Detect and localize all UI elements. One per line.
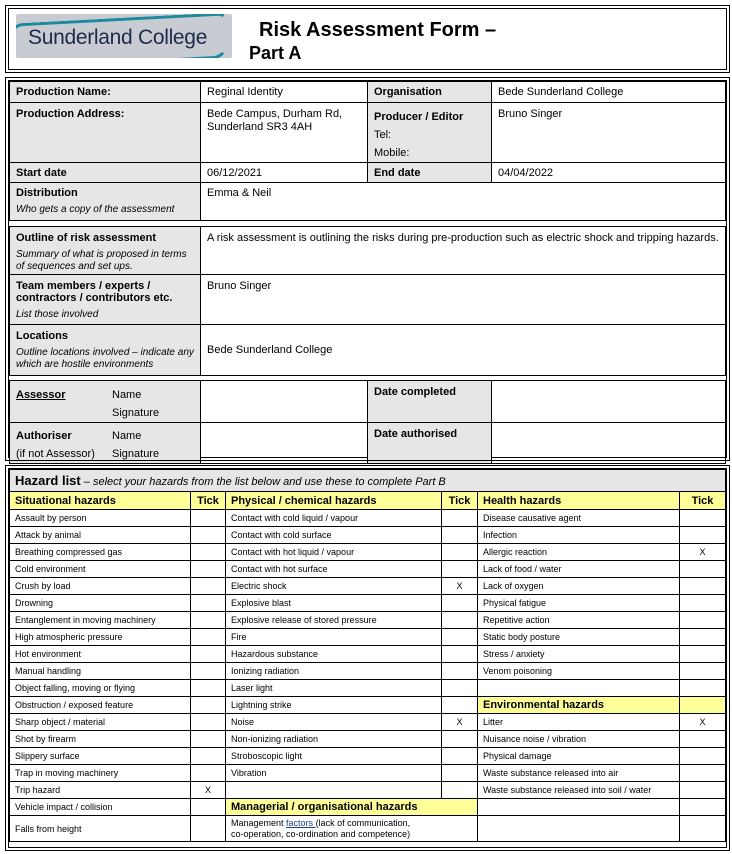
organisation-value[interactable]: Bede Sunderland College bbox=[492, 82, 726, 103]
tick-cell[interactable] bbox=[680, 595, 726, 612]
tick-cell[interactable] bbox=[191, 731, 226, 748]
managerial-hazards-header: Managerial / organisational hazards bbox=[226, 799, 478, 816]
hazard-item: Noise bbox=[226, 714, 442, 731]
hazard-row bbox=[10, 680, 726, 697]
hazard-item: Trap in moving machinery bbox=[10, 765, 191, 782]
start-date-label: Start date bbox=[10, 163, 201, 183]
authoriser-label: Authoriser bbox=[16, 430, 72, 442]
hazard-item: Slippery surface bbox=[10, 748, 191, 765]
producer-label-cell bbox=[368, 103, 492, 163]
hazard-item: Crush by load bbox=[10, 578, 191, 595]
row-team bbox=[10, 275, 726, 325]
tel-label: Tel: bbox=[374, 129, 392, 141]
hazard-row-falls bbox=[10, 816, 726, 842]
hazard-list-title-cell bbox=[10, 470, 726, 492]
tick-cell[interactable] bbox=[191, 612, 226, 629]
distribution-hint: Who gets a copy of the assessment bbox=[16, 204, 175, 215]
hazard-item: Lightning strike bbox=[226, 697, 442, 714]
date-authorised-label: Date authorised bbox=[368, 423, 492, 464]
hazard-item: Physical damage bbox=[478, 748, 680, 765]
end-date-value[interactable]: 04/04/2022 bbox=[492, 163, 726, 183]
row-production-address bbox=[10, 103, 726, 163]
tick-cell[interactable] bbox=[442, 595, 478, 612]
tick-cell[interactable] bbox=[442, 612, 478, 629]
hazard-item: Cold environment bbox=[10, 561, 191, 578]
tick-cell[interactable] bbox=[680, 578, 726, 595]
production-name-label: Production Name: bbox=[10, 82, 201, 103]
hazard-row bbox=[10, 731, 726, 748]
hazard-row bbox=[10, 714, 726, 731]
hazard-list-title: Hazard list bbox=[15, 473, 81, 488]
locations-value[interactable]: Bede Sunderland College bbox=[201, 325, 726, 376]
hazard-item: Disease causative agent bbox=[478, 510, 680, 527]
team-hint: List those involved bbox=[16, 309, 99, 320]
hazard-item: Waste substance released into soil / water bbox=[478, 782, 680, 799]
production-name-value[interactable]: Reginal Identity bbox=[201, 82, 368, 103]
tick-cell[interactable]: X bbox=[680, 544, 726, 561]
hazard-item: Static body posture bbox=[478, 629, 680, 646]
production-address-value[interactable] bbox=[201, 103, 368, 163]
hazard-item: Sharp object / material bbox=[10, 714, 191, 731]
tick-cell[interactable] bbox=[442, 646, 478, 663]
tick-cell[interactable] bbox=[191, 561, 226, 578]
row-locations bbox=[10, 325, 726, 376]
hazard-row bbox=[10, 663, 726, 680]
locations-label-cell bbox=[10, 325, 201, 376]
hazard-item: Non-ionizing radiation bbox=[226, 731, 442, 748]
hazard-row bbox=[10, 748, 726, 765]
tick-cell[interactable] bbox=[680, 646, 726, 663]
tick-cell[interactable] bbox=[680, 731, 726, 748]
hazard-item: Stroboscopic light bbox=[226, 748, 442, 765]
hazard-item: Fire bbox=[226, 629, 442, 646]
date-completed-field[interactable] bbox=[492, 381, 726, 423]
tick-cell[interactable] bbox=[680, 527, 726, 544]
distribution-label: Distribution bbox=[16, 187, 78, 199]
production-address-label: Production Address: bbox=[10, 103, 201, 163]
outline-hint: Summary of what is proposed in terms of sequences and set ups. bbox=[16, 249, 187, 272]
tick-cell[interactable]: X bbox=[680, 714, 726, 731]
tick-cell[interactable] bbox=[680, 816, 726, 842]
tick-cell[interactable] bbox=[191, 816, 226, 842]
organisation-label: Organisation bbox=[368, 82, 492, 103]
sunderland-college-logo bbox=[16, 14, 232, 58]
tick-cell[interactable] bbox=[191, 629, 226, 646]
hazard-item bbox=[226, 782, 442, 799]
hazard-row bbox=[10, 595, 726, 612]
management-factors-item: Management factors (lack of communication, co-operation, co-ordination and competence) bbox=[226, 816, 478, 842]
tick-cell[interactable] bbox=[680, 782, 726, 799]
assessor-name-label: Name bbox=[112, 389, 142, 401]
hazard-list-title-row bbox=[10, 470, 726, 492]
tick-cell[interactable] bbox=[191, 595, 226, 612]
environmental-hazards-header: Environmental hazards bbox=[478, 697, 680, 714]
hazard-item: High atmospheric pressure bbox=[10, 629, 191, 646]
hazard-item: Explosive release of stored pressure bbox=[226, 612, 442, 629]
hazard-item: Contact with cold surface bbox=[226, 527, 442, 544]
row-distribution bbox=[10, 183, 726, 221]
hazard-item: Drowning bbox=[10, 595, 191, 612]
assessor-name-signature-field[interactable] bbox=[201, 381, 368, 423]
form-title-part: Part A bbox=[249, 43, 302, 63]
row-outline bbox=[10, 227, 726, 275]
team-value[interactable]: Bruno Singer bbox=[201, 275, 726, 325]
authoriser-signature-label: Signature bbox=[112, 448, 160, 460]
hazard-row bbox=[10, 612, 726, 629]
address-line-2: Sunderland SR3 4AH bbox=[207, 121, 313, 133]
hazard-list-section bbox=[8, 468, 727, 848]
hazard-item: Physical fatigue bbox=[478, 595, 680, 612]
row-assessor bbox=[10, 381, 726, 423]
hazard-item: Object falling, moving or flying bbox=[10, 680, 191, 697]
team-label-cell bbox=[10, 275, 201, 325]
hazard-item: Entanglement in moving machinery bbox=[10, 612, 191, 629]
tick-header: Tick bbox=[191, 492, 226, 510]
outline-label: Outline of risk assessment bbox=[16, 232, 156, 244]
outline-label-cell bbox=[10, 227, 201, 275]
hazard-item: Obstruction / exposed feature bbox=[10, 697, 191, 714]
hazard-item: Litter bbox=[478, 714, 680, 731]
if-not-assessor-note: (if not Assessor) bbox=[16, 448, 95, 460]
hazard-item: Contact with cold liquid / vapour bbox=[226, 510, 442, 527]
hazard-item: Trip hazard bbox=[10, 782, 191, 799]
hazard-item: Ionizing radiation bbox=[226, 663, 442, 680]
tick-cell[interactable] bbox=[191, 663, 226, 680]
tick-cell[interactable] bbox=[442, 510, 478, 527]
tick-cell[interactable] bbox=[442, 731, 478, 748]
tick-cell[interactable] bbox=[680, 561, 726, 578]
tick-cell[interactable] bbox=[680, 765, 726, 782]
hazard-row bbox=[10, 765, 726, 782]
hazard-item: Lack of food / water bbox=[478, 561, 680, 578]
assessor-label-cell bbox=[10, 381, 201, 423]
hazard-row bbox=[10, 544, 726, 561]
tick-cell[interactable] bbox=[442, 748, 478, 765]
hazard-row-vehicle bbox=[10, 799, 726, 816]
tick-cell[interactable]: X bbox=[442, 714, 478, 731]
hazard-column-headers bbox=[10, 492, 726, 510]
hazard-item: Contact with hot surface bbox=[226, 561, 442, 578]
outline-value[interactable]: A risk assessment is outlining the risks during pre-production such as electric shock and tripping hazards. bbox=[201, 227, 726, 275]
health-hazards-header: Health hazards bbox=[478, 492, 680, 510]
situational-hazards-header: Situational hazards bbox=[10, 492, 191, 510]
row-production-name bbox=[10, 82, 726, 103]
hazard-item: Hot environment bbox=[10, 646, 191, 663]
hazard-row bbox=[10, 782, 726, 799]
hazard-item: Laser light bbox=[226, 680, 442, 697]
hazard-row bbox=[10, 510, 726, 527]
hazard-item bbox=[478, 816, 680, 842]
hazard-item: Allergic reaction bbox=[478, 544, 680, 561]
start-date-value[interactable]: 06/12/2021 bbox=[201, 163, 368, 183]
date-authorised-field[interactable] bbox=[492, 423, 726, 464]
locations-hint: Outline locations involved – indicate any which are hostile environments bbox=[16, 347, 194, 370]
hazard-rows bbox=[10, 510, 726, 799]
distribution-value[interactable]: Emma & Neil bbox=[201, 183, 726, 221]
form-title: Risk Assessment Form – bbox=[259, 19, 497, 41]
tick-cell[interactable] bbox=[191, 799, 226, 816]
hazard-row bbox=[10, 578, 726, 595]
tick-cell[interactable] bbox=[191, 578, 226, 595]
hazard-item: Vibration bbox=[226, 765, 442, 782]
hazard-item: Waste substance released into air bbox=[478, 765, 680, 782]
hazard-item: Shot by firearm bbox=[10, 731, 191, 748]
tick-header: Tick bbox=[680, 492, 726, 510]
tick-cell[interactable] bbox=[680, 680, 726, 697]
assessor-signature-label: Signature bbox=[112, 407, 160, 419]
tick-cell[interactable] bbox=[191, 765, 226, 782]
hazard-item bbox=[478, 680, 680, 697]
tick-cell[interactable] bbox=[442, 680, 478, 697]
hazard-item: Contact with hot liquid / vapour bbox=[226, 544, 442, 561]
tick-cell[interactable] bbox=[191, 646, 226, 663]
producer-editor-value[interactable]: Bruno Singer bbox=[492, 103, 726, 163]
hazard-item: Lack of oxygen bbox=[478, 578, 680, 595]
tick-cell[interactable] bbox=[191, 748, 226, 765]
tick-cell[interactable]: X bbox=[442, 578, 478, 595]
hazard-item: Electric shock bbox=[226, 578, 442, 595]
tick-cell[interactable] bbox=[442, 663, 478, 680]
hazard-item: Falls from height bbox=[10, 816, 191, 842]
hazard-item: Venom poisoning bbox=[478, 663, 680, 680]
locations-label: Locations bbox=[16, 330, 68, 342]
hazard-item: Explosive blast bbox=[226, 595, 442, 612]
authoriser-label-cell bbox=[10, 423, 201, 464]
tick-cell[interactable] bbox=[442, 782, 478, 799]
distribution-label-cell bbox=[10, 183, 201, 221]
hazard-item bbox=[478, 799, 680, 816]
date-completed-label: Date completed bbox=[368, 381, 492, 423]
tick-cell[interactable] bbox=[191, 510, 226, 527]
tick-cell[interactable] bbox=[442, 765, 478, 782]
hazard-item: Vehicle impact / collision bbox=[10, 799, 191, 816]
tick-cell[interactable] bbox=[442, 561, 478, 578]
team-label: Team members / experts / contractors / contributors etc. bbox=[16, 280, 173, 304]
tick-cell[interactable] bbox=[442, 697, 478, 714]
form-header bbox=[8, 8, 727, 70]
tick-cell[interactable] bbox=[191, 680, 226, 697]
hazard-item: Repetitive action bbox=[478, 612, 680, 629]
hazard-item: Breathing compressed gas bbox=[10, 544, 191, 561]
tick-cell[interactable] bbox=[191, 544, 226, 561]
tick-cell[interactable] bbox=[680, 510, 726, 527]
mobile-label: Mobile: bbox=[374, 147, 410, 159]
hazard-row bbox=[10, 629, 726, 646]
hazard-item: Infection bbox=[478, 527, 680, 544]
hazard-item: Stress / anxiety bbox=[478, 646, 680, 663]
end-date-label: End date bbox=[368, 163, 492, 183]
tick-cell[interactable] bbox=[680, 629, 726, 646]
assessor-label: Assessor bbox=[16, 389, 66, 401]
tick-cell[interactable] bbox=[442, 527, 478, 544]
hazard-row bbox=[10, 561, 726, 578]
hazard-item: Manual handling bbox=[10, 663, 191, 680]
tick-cell[interactable] bbox=[680, 748, 726, 765]
tick-cell[interactable] bbox=[191, 527, 226, 544]
tick-cell[interactable] bbox=[442, 544, 478, 561]
hazard-item: Assault by person bbox=[10, 510, 191, 527]
address-line-1: Bede Campus, Durham Rd, bbox=[207, 108, 343, 120]
tick-cell[interactable] bbox=[680, 612, 726, 629]
hazard-row bbox=[10, 697, 726, 714]
hazard-row bbox=[10, 646, 726, 663]
hazard-list-subtitle: – select your hazards from the list below and use these to complete Part B bbox=[80, 476, 446, 488]
hazard-item: Hazardous substance bbox=[226, 646, 442, 663]
logo-text: Sunderland College bbox=[28, 26, 208, 49]
tick-cell[interactable] bbox=[680, 697, 726, 714]
tick-header: Tick bbox=[442, 492, 478, 510]
producer-editor-label: Producer / Editor bbox=[374, 111, 464, 123]
physical-chemical-hazards-header: Physical / chemical hazards bbox=[226, 492, 442, 510]
row-authoriser bbox=[10, 423, 726, 464]
tick-cell[interactable] bbox=[191, 697, 226, 714]
tick-cell[interactable] bbox=[191, 714, 226, 731]
production-details-section bbox=[8, 80, 727, 458]
tick-cell[interactable]: X bbox=[191, 782, 226, 799]
tick-cell[interactable] bbox=[442, 629, 478, 646]
hazard-row bbox=[10, 527, 726, 544]
authoriser-name-signature-field[interactable] bbox=[201, 423, 368, 464]
hazard-item: Nuisance noise / vibration bbox=[478, 731, 680, 748]
tick-cell[interactable] bbox=[680, 799, 726, 816]
row-dates bbox=[10, 163, 726, 183]
authoriser-name-label: Name bbox=[112, 430, 142, 442]
tick-cell[interactable] bbox=[680, 663, 726, 680]
hazard-item: Attack by animal bbox=[10, 527, 191, 544]
